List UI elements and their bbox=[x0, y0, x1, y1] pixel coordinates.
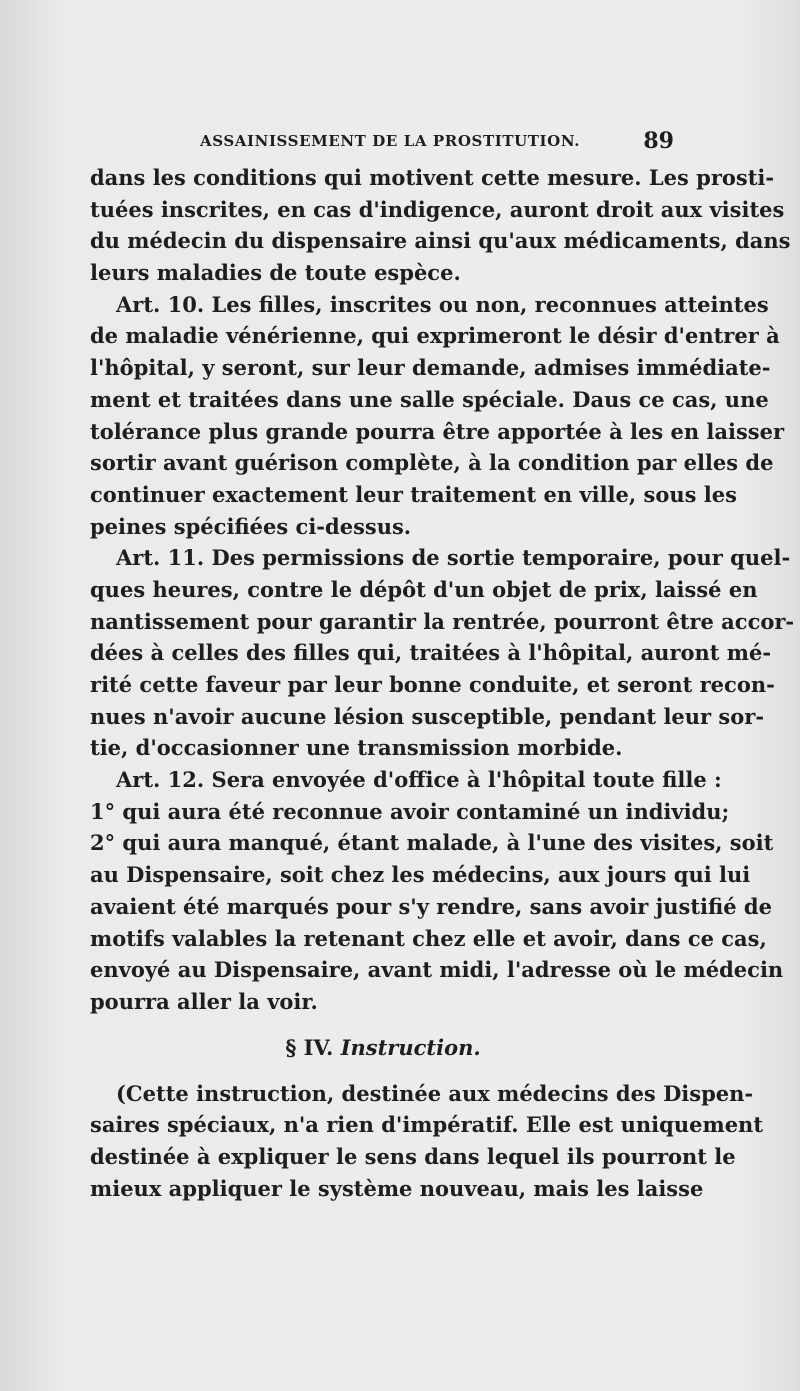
text-line: tolérance plus grande pourra être apportée à les en laisser bbox=[90, 418, 785, 444]
text-line: ques heures, contre le dépôt d'un objet de prix, laissé en bbox=[90, 576, 758, 602]
page-header bbox=[92, 128, 674, 158]
text-line: (Cette instruction, destinée aux médecins des Dispen- bbox=[116, 1080, 754, 1106]
text-line: tuées inscrites, en cas d'indigence, auront droit aux visites bbox=[90, 196, 785, 222]
text-line: dées à celles des filles qui, traitées à l'hôpital, auront mé- bbox=[90, 640, 772, 666]
text-line: Art. 11. Des permissions de sortie temporaire, pour quel- bbox=[116, 545, 791, 571]
text-line: saires spéciaux, n'a rien d'impératif. Elle est uniquement bbox=[90, 1112, 764, 1138]
text-line: envoyé au Dispensaire, avant midi, l'adresse où le médecin bbox=[90, 957, 784, 983]
section-heading bbox=[90, 1018, 676, 1078]
section-title: Instruction. bbox=[340, 1034, 481, 1060]
text-line: 2° qui aura manqué, étant malade, à l'une des visites, soit bbox=[90, 830, 774, 856]
paragraph-instruction bbox=[90, 1078, 764, 1205]
text-line: nantissement pour garantir la rentrée, pourront être accor- bbox=[90, 608, 795, 634]
body-text bbox=[90, 162, 795, 1204]
text-line: leurs maladies de toute espèce. bbox=[90, 260, 461, 286]
paragraph-1 bbox=[90, 162, 791, 289]
text-line: continuer exactement leur traitement en ville, sous les bbox=[90, 481, 737, 507]
text-line: rité cette faveur par leur bonne conduite, et seront recon- bbox=[90, 672, 775, 697]
text-line: tie, d'occasionner une transmission morbide. bbox=[90, 735, 623, 761]
text-line: nues n'avoir aucune lésion susceptible, pendant leur sor- bbox=[90, 703, 765, 729]
text-line: Art. 10. Les filles, inscrites ou non, reconnues atteintes bbox=[116, 291, 769, 317]
text-line: pourra aller la voir. bbox=[90, 988, 318, 1014]
paragraph-article-10 bbox=[90, 289, 785, 543]
text-line: avaient été marqués pour s'y rendre, sans avoir justifié de bbox=[90, 893, 772, 919]
text-line: au Dispensaire, soit chez les médecins, aux jours qui lui bbox=[90, 862, 751, 888]
page-number: 89 bbox=[643, 128, 674, 154]
text-line: de maladie vénérienne, qui exprimeront le désir d'entrer à bbox=[90, 323, 780, 349]
text-line: 1° qui aura été reconnue avoir contaminé un individu; bbox=[90, 798, 730, 824]
text-line: sortir avant guérison complète, à la condition par elles de bbox=[90, 450, 774, 476]
text-line: du médecin du dispensaire ainsi qu'aux médicaments, dans bbox=[90, 228, 791, 254]
text-line: motifs valables la retenant chez elle et avoir, dans ce cas, bbox=[90, 925, 767, 951]
paragraph-article-11 bbox=[90, 542, 795, 764]
text-line: destinée à expliquer le sens dans lequel ils pourront le bbox=[90, 1143, 736, 1169]
section-number: § IV. bbox=[285, 1034, 334, 1060]
text-line: dans les conditions qui motivent cette mesure. Les prosti- bbox=[90, 165, 775, 190]
text-line: l'hôpital, y seront, sur leur demande, admises immédiate- bbox=[90, 355, 771, 381]
text-line: Art. 12. Sera envoyée d'office à l'hôpital toute fille : bbox=[116, 767, 722, 793]
text-line: ment et traitées dans une salle spéciale. Daus ce cas, une bbox=[90, 386, 769, 412]
paragraph-article-12 bbox=[90, 764, 784, 1018]
running-title: ASSAINISSEMENT DE LA PROSTITUTION. bbox=[200, 132, 581, 150]
text-line: peines spécifiées ci-dessus. bbox=[90, 513, 412, 539]
text-line: mieux appliquer le système nouveau, mais les laisse bbox=[90, 1175, 704, 1201]
